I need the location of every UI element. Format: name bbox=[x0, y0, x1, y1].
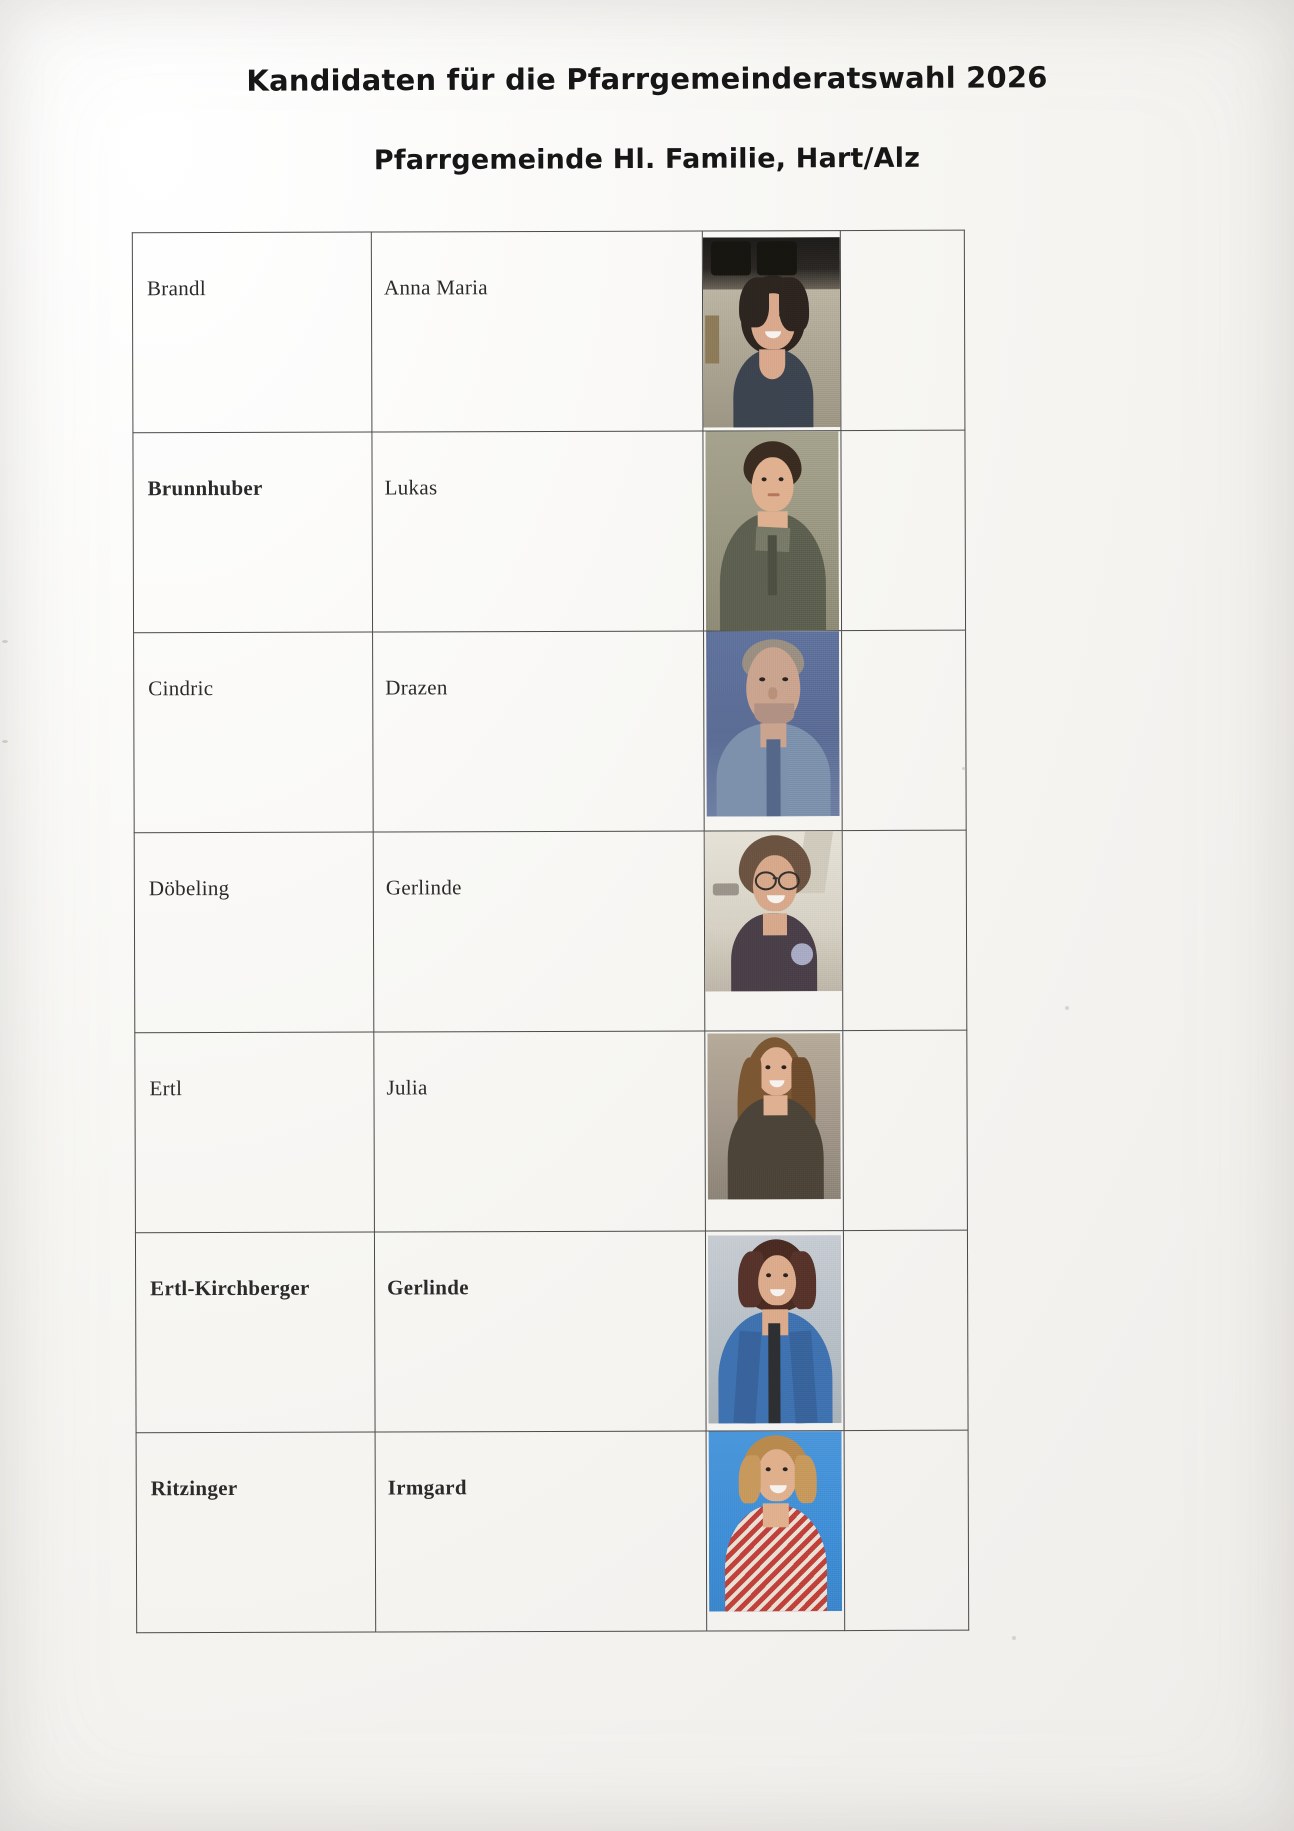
cell-empty bbox=[843, 1230, 968, 1430]
portrait-image bbox=[703, 237, 841, 427]
cell-last-name bbox=[134, 632, 374, 833]
page-title: Kandidaten für die Pfarrgemeinderatswahl 2026 bbox=[246, 60, 1048, 98]
first-name-text: Anna Maria bbox=[383, 275, 488, 300]
portrait-image bbox=[705, 431, 839, 630]
first-name-text: Irmgard bbox=[387, 1475, 467, 1500]
table-row bbox=[134, 830, 967, 1033]
last-name-text: Brandl bbox=[146, 276, 206, 301]
last-name-text: Ertl-Kirchberger bbox=[150, 1275, 310, 1301]
last-name-text: Ritzinger bbox=[150, 1475, 238, 1501]
scan-speck bbox=[1012, 1636, 1016, 1640]
scan-speck bbox=[962, 767, 965, 770]
table-row bbox=[135, 1230, 968, 1433]
portrait-image bbox=[709, 1431, 843, 1611]
cell-empty bbox=[844, 1430, 969, 1630]
portrait-image bbox=[705, 831, 843, 991]
table-row bbox=[133, 430, 966, 633]
candidates-table-wrapper bbox=[132, 230, 964, 1634]
cell-photo bbox=[705, 1031, 844, 1231]
portrait-image bbox=[706, 631, 840, 816]
cell-photo bbox=[706, 1431, 845, 1631]
cell-first-name bbox=[374, 1031, 706, 1232]
portrait-image bbox=[708, 1235, 842, 1423]
first-name-text: Gerlinde bbox=[385, 875, 462, 900]
cell-empty bbox=[841, 430, 966, 630]
table-row bbox=[132, 230, 965, 433]
cell-empty bbox=[840, 230, 965, 430]
cell-photo bbox=[705, 1231, 844, 1431]
cell-last-name bbox=[132, 232, 372, 433]
cell-photo bbox=[702, 231, 841, 431]
last-name-text: Ertl bbox=[149, 1076, 183, 1101]
cell-last-name bbox=[135, 1032, 375, 1233]
last-name-text: Brunnhuber bbox=[147, 475, 263, 501]
cell-last-name bbox=[135, 1232, 375, 1433]
cell-photo bbox=[704, 631, 843, 831]
cell-empty bbox=[842, 830, 967, 1030]
cell-last-name bbox=[134, 832, 374, 1033]
cell-first-name bbox=[373, 631, 705, 832]
candidates-table-body bbox=[132, 230, 968, 1633]
cell-last-name bbox=[136, 1432, 376, 1633]
cell-empty bbox=[842, 630, 967, 830]
first-name-text: Gerlinde bbox=[387, 1275, 469, 1300]
cell-first-name bbox=[374, 1231, 706, 1432]
first-name-text: Lukas bbox=[384, 475, 438, 500]
page-headings bbox=[0, 62, 1294, 175]
last-name-text: Döbeling bbox=[148, 876, 230, 901]
cell-first-name bbox=[371, 231, 703, 432]
cell-photo bbox=[703, 431, 842, 631]
cell-first-name bbox=[372, 431, 704, 632]
table-row bbox=[135, 1030, 968, 1233]
cell-first-name bbox=[373, 831, 705, 1032]
candidates-table bbox=[132, 230, 969, 1634]
cell-empty bbox=[843, 1030, 968, 1230]
first-name-text: Drazen bbox=[385, 675, 448, 700]
scan-speck bbox=[2, 740, 8, 743]
first-name-text: Julia bbox=[386, 1075, 428, 1100]
page-subtitle: Pfarrgemeinde Hl. Familie, Hart/Alz bbox=[373, 142, 921, 177]
cell-photo bbox=[704, 831, 843, 1031]
cell-last-name bbox=[133, 432, 373, 633]
last-name-text: Cindric bbox=[148, 676, 214, 701]
scan-speck bbox=[1065, 1006, 1069, 1010]
table-row bbox=[136, 1430, 969, 1633]
cell-first-name bbox=[375, 1431, 707, 1632]
portrait-image bbox=[707, 1033, 841, 1199]
scan-speck bbox=[2, 640, 8, 643]
table-row bbox=[134, 630, 967, 833]
